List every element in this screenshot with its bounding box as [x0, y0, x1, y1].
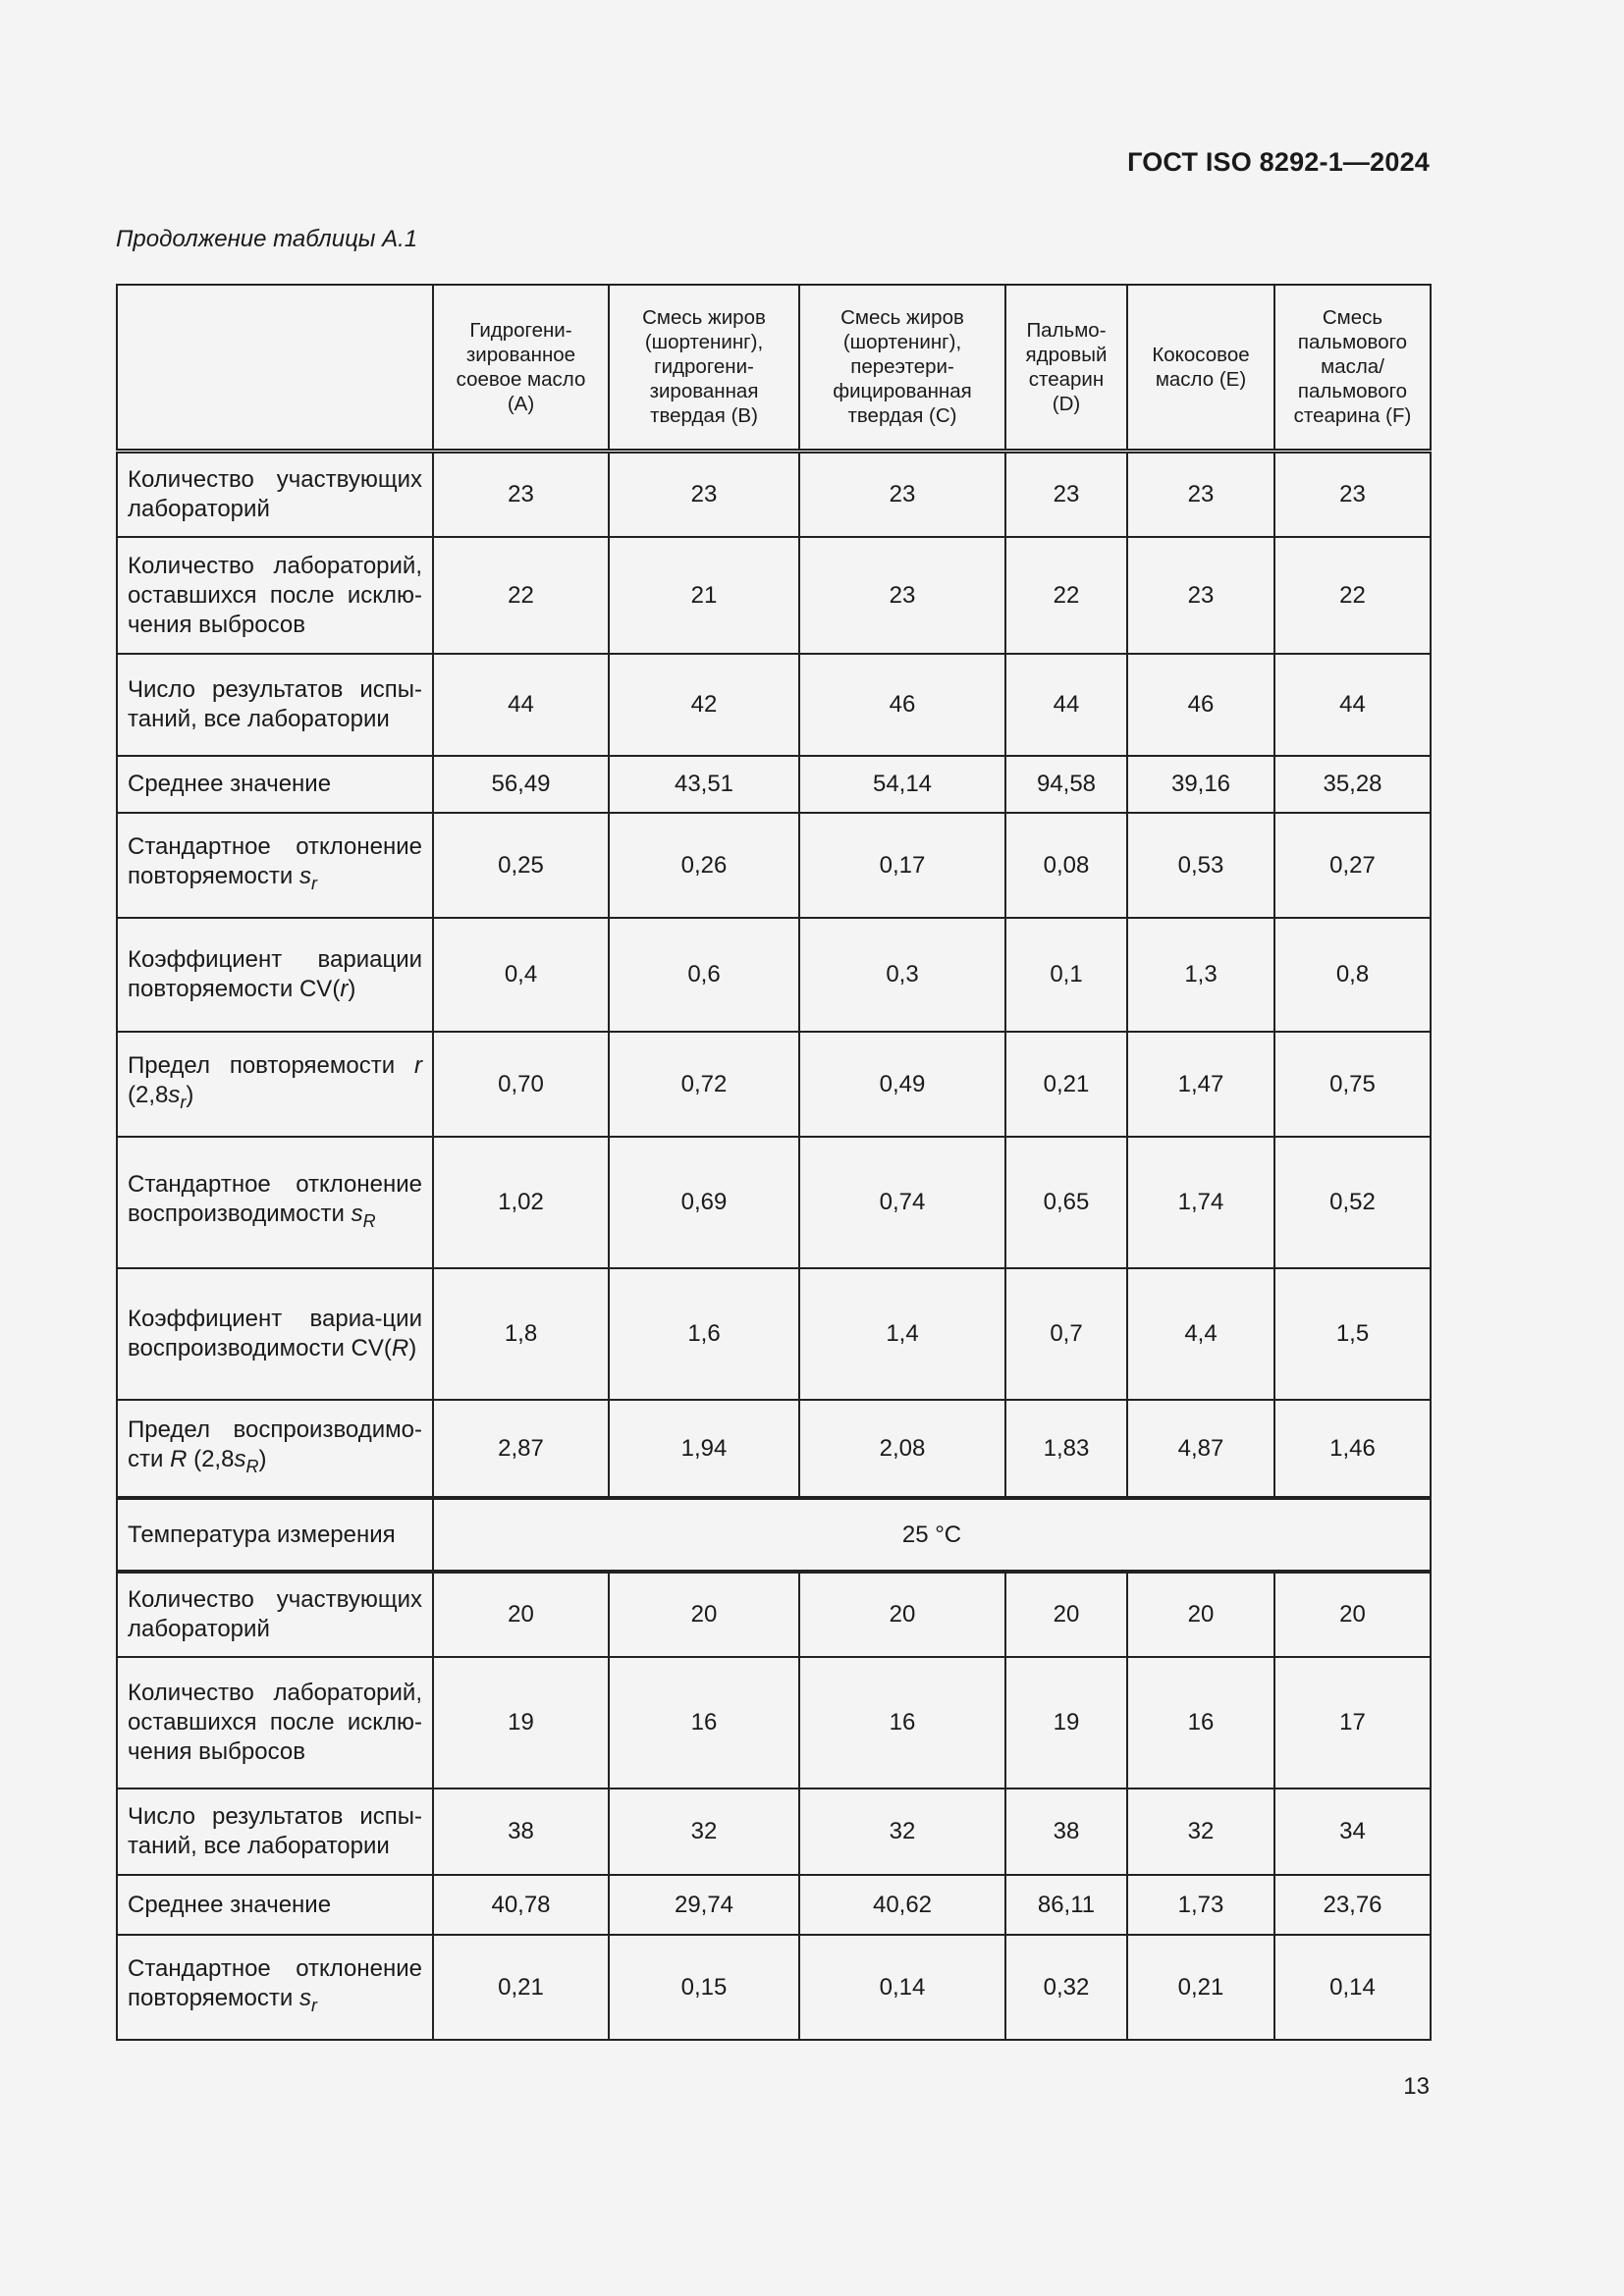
row-label-text: Коэффициент вариации повторяемости CV(r): [128, 946, 422, 1002]
row-label-subscript: R: [362, 1210, 376, 1231]
row-label: [117, 1789, 433, 1875]
header-cell-c: Смесь жиров (шортенинг), переэтери- фицированная твердая (C): [799, 285, 1005, 451]
row-label-tail: ): [258, 1446, 267, 1473]
value-cell: 46: [1127, 654, 1274, 756]
value-cell: 86,11: [1005, 1875, 1127, 1935]
value-cell: 23: [799, 451, 1005, 537]
value-cell: 0,69: [609, 1137, 799, 1268]
table-row: [117, 1875, 1431, 1935]
value-cell: 0,14: [1274, 1935, 1431, 2040]
value-cell: 94,58: [1005, 756, 1127, 813]
value-cell: 40,62: [799, 1875, 1005, 1935]
value-cell: 42: [609, 654, 799, 756]
row-label-text: Количество лабораторий, оставшихся после исклю-чения выбросов: [128, 552, 422, 638]
value-cell: 46: [799, 654, 1005, 756]
value-cell: 0,70: [433, 1032, 609, 1137]
row-label-subscript: r: [180, 1092, 187, 1112]
table-row: [117, 756, 1431, 813]
table-row: [117, 1572, 1431, 1657]
temperature-value: 25 °C: [433, 1498, 1431, 1572]
value-cell: 0,15: [609, 1935, 799, 2040]
value-cell: 1,3: [1127, 918, 1274, 1032]
value-cell: 44: [433, 654, 609, 756]
value-cell: 0,4: [433, 918, 609, 1032]
value-cell: 0,21: [1127, 1935, 1274, 2040]
value-cell: 0,21: [433, 1935, 609, 2040]
value-cell: 22: [1005, 537, 1127, 654]
value-cell: 20: [433, 1572, 609, 1657]
value-cell: 22: [433, 537, 609, 654]
table-row: [117, 918, 1431, 1032]
value-cell: 32: [799, 1789, 1005, 1875]
row-label: [117, 537, 433, 654]
row-label: [117, 918, 433, 1032]
value-cell: 38: [433, 1789, 609, 1875]
header-cell-d: Пальмо- ядровый стеарин (D): [1005, 285, 1127, 451]
table-row: [117, 1657, 1431, 1789]
value-cell: 1,73: [1127, 1875, 1274, 1935]
value-cell: 23: [433, 451, 609, 537]
value-cell: 1,74: [1127, 1137, 1274, 1268]
row-label: [117, 654, 433, 756]
table-row: [117, 813, 1431, 918]
value-cell: 0,49: [799, 1032, 1005, 1137]
value-cell: 2,87: [433, 1400, 609, 1498]
value-cell: 1,8: [433, 1268, 609, 1400]
row-label: [117, 1572, 433, 1657]
value-cell: 0,1: [1005, 918, 1127, 1032]
table-row: [117, 1935, 1431, 2040]
row-label-text: Количество участвующих лабораторий: [128, 465, 422, 522]
value-cell: 2,08: [799, 1400, 1005, 1498]
row-label: [117, 1935, 433, 2040]
header-cell-f: Смесь пальмового масла/ пальмового стеарина (F): [1274, 285, 1431, 451]
value-cell: 0,6: [609, 918, 799, 1032]
value-cell: 23: [1127, 537, 1274, 654]
value-cell: 4,4: [1127, 1268, 1274, 1400]
row-label-text: Коэффициент вариа-ции воспроизводимости CV(R): [128, 1306, 422, 1362]
value-cell: 35,28: [1274, 756, 1431, 813]
table-row: [117, 451, 1431, 537]
value-cell: 44: [1274, 654, 1431, 756]
value-cell: 0,52: [1274, 1137, 1431, 1268]
row-label: [117, 1032, 433, 1137]
value-cell: 1,94: [609, 1400, 799, 1498]
row-label-text: Число результатов испы-таний, все лаборатории: [128, 1803, 422, 1859]
row-label-subscript: r: [310, 1995, 317, 2015]
page-number: 13: [1403, 2073, 1430, 2100]
row-label-text: Предел воспроизводимо-сти R (2,8s: [128, 1416, 422, 1473]
row-label-text: Предел повторяемости r (2,8s: [128, 1052, 422, 1109]
row-label-text: Стандартное отклонение повторяемости s: [128, 833, 422, 890]
value-cell: 56,49: [433, 756, 609, 813]
table-header-row: [117, 285, 1431, 451]
value-cell: 34: [1274, 1789, 1431, 1875]
table-row: [117, 1400, 1431, 1498]
row-label: [117, 1498, 433, 1572]
value-cell: 32: [609, 1789, 799, 1875]
row-label: [117, 756, 433, 813]
value-cell: 1,83: [1005, 1400, 1127, 1498]
row-label-subscript: R: [245, 1456, 259, 1476]
table-row: [117, 537, 1431, 654]
value-cell: 22: [1274, 537, 1431, 654]
row-label: [117, 1268, 433, 1400]
value-cell: 0,17: [799, 813, 1005, 918]
table-caption: Продолжение таблицы А.1: [116, 226, 418, 252]
value-cell: 29,74: [609, 1875, 799, 1935]
value-cell: 23: [799, 537, 1005, 654]
row-label-tail: ): [186, 1082, 194, 1109]
value-cell: 20: [799, 1572, 1005, 1657]
value-cell: 0,25: [433, 813, 609, 918]
value-cell: 0,27: [1274, 813, 1431, 918]
value-cell: 0,53: [1127, 813, 1274, 918]
value-cell: 0,72: [609, 1032, 799, 1137]
value-cell: 19: [433, 1657, 609, 1789]
value-cell: 38: [1005, 1789, 1127, 1875]
row-label: [117, 451, 433, 537]
document-code: ГОСТ ISO 8292-1—2024: [1127, 147, 1430, 177]
value-cell: 16: [1127, 1657, 1274, 1789]
value-cell: 0,14: [799, 1935, 1005, 2040]
value-cell: 43,51: [609, 756, 799, 813]
row-label: [117, 1400, 433, 1498]
row-label: [117, 813, 433, 918]
value-cell: 1,4: [799, 1268, 1005, 1400]
value-cell: 23: [609, 451, 799, 537]
value-cell: 23,76: [1274, 1875, 1431, 1935]
value-cell: 20: [1005, 1572, 1127, 1657]
value-cell: 1,02: [433, 1137, 609, 1268]
row-label-text: Количество участвующих лабораторий: [128, 1586, 422, 1642]
value-cell: 23: [1274, 451, 1431, 537]
value-cell: 20: [1127, 1572, 1274, 1657]
value-cell: 16: [799, 1657, 1005, 1789]
table-row: [117, 1789, 1431, 1875]
header-cell-e: Кокосовое масло (E): [1127, 285, 1274, 451]
row-label-text: Число результатов испы-таний, все лаборатории: [128, 676, 422, 732]
value-cell: 44: [1005, 654, 1127, 756]
value-cell: 0,21: [1005, 1032, 1127, 1137]
value-cell: 0,32: [1005, 1935, 1127, 2040]
row-label: [117, 1137, 433, 1268]
row-label: [117, 1875, 433, 1935]
header-cell-b: Смесь жиров (шортенинг), гидрогени- зированная твердая (B): [609, 285, 799, 451]
value-cell: 20: [609, 1572, 799, 1657]
table-row-temperature: [117, 1498, 1431, 1572]
row-label-text: Среднее значение: [128, 771, 332, 797]
data-table: [116, 284, 1432, 2041]
header-cell-empty: [117, 285, 433, 451]
value-cell: 21: [609, 537, 799, 654]
table-row: [117, 1032, 1431, 1137]
table-row: [117, 1137, 1431, 1268]
value-cell: 4,87: [1127, 1400, 1274, 1498]
value-cell: 16: [609, 1657, 799, 1789]
value-cell: 23: [1127, 451, 1274, 537]
header-cell-a: Гидрогени- зированное соевое масло (A): [433, 285, 609, 451]
value-cell: 23: [1005, 451, 1127, 537]
value-cell: 1,47: [1127, 1032, 1274, 1137]
row-label-text: Стандартное отклонение воспроизводимости s: [128, 1170, 422, 1227]
row-label-subscript: r: [310, 873, 317, 893]
table-row: [117, 1268, 1431, 1400]
row-label: [117, 1657, 433, 1789]
value-cell: 40,78: [433, 1875, 609, 1935]
value-cell: 0,75: [1274, 1032, 1431, 1137]
value-cell: 54,14: [799, 756, 1005, 813]
value-cell: 1,5: [1274, 1268, 1431, 1400]
value-cell: 0,7: [1005, 1268, 1127, 1400]
row-label-text: Количество лабораторий, оставшихся после исклю-чения выбросов: [128, 1680, 422, 1765]
value-cell: 0,65: [1005, 1137, 1127, 1268]
value-cell: 32: [1127, 1789, 1274, 1875]
value-cell: 0,8: [1274, 918, 1431, 1032]
value-cell: 19: [1005, 1657, 1127, 1789]
value-cell: 0,26: [609, 813, 799, 918]
value-cell: 1,46: [1274, 1400, 1431, 1498]
row-label-text: Среднее значение: [128, 1891, 332, 1918]
value-cell: 17: [1274, 1657, 1431, 1789]
table-row: [117, 654, 1431, 756]
value-cell: 1,6: [609, 1268, 799, 1400]
value-cell: 0,3: [799, 918, 1005, 1032]
value-cell: 39,16: [1127, 756, 1274, 813]
value-cell: 0,74: [799, 1137, 1005, 1268]
row-label-text: Температура измерения: [128, 1521, 396, 1548]
value-cell: 20: [1274, 1572, 1431, 1657]
row-label-text: Стандартное отклонение повторяемости s: [128, 1955, 422, 2012]
value-cell: 0,08: [1005, 813, 1127, 918]
